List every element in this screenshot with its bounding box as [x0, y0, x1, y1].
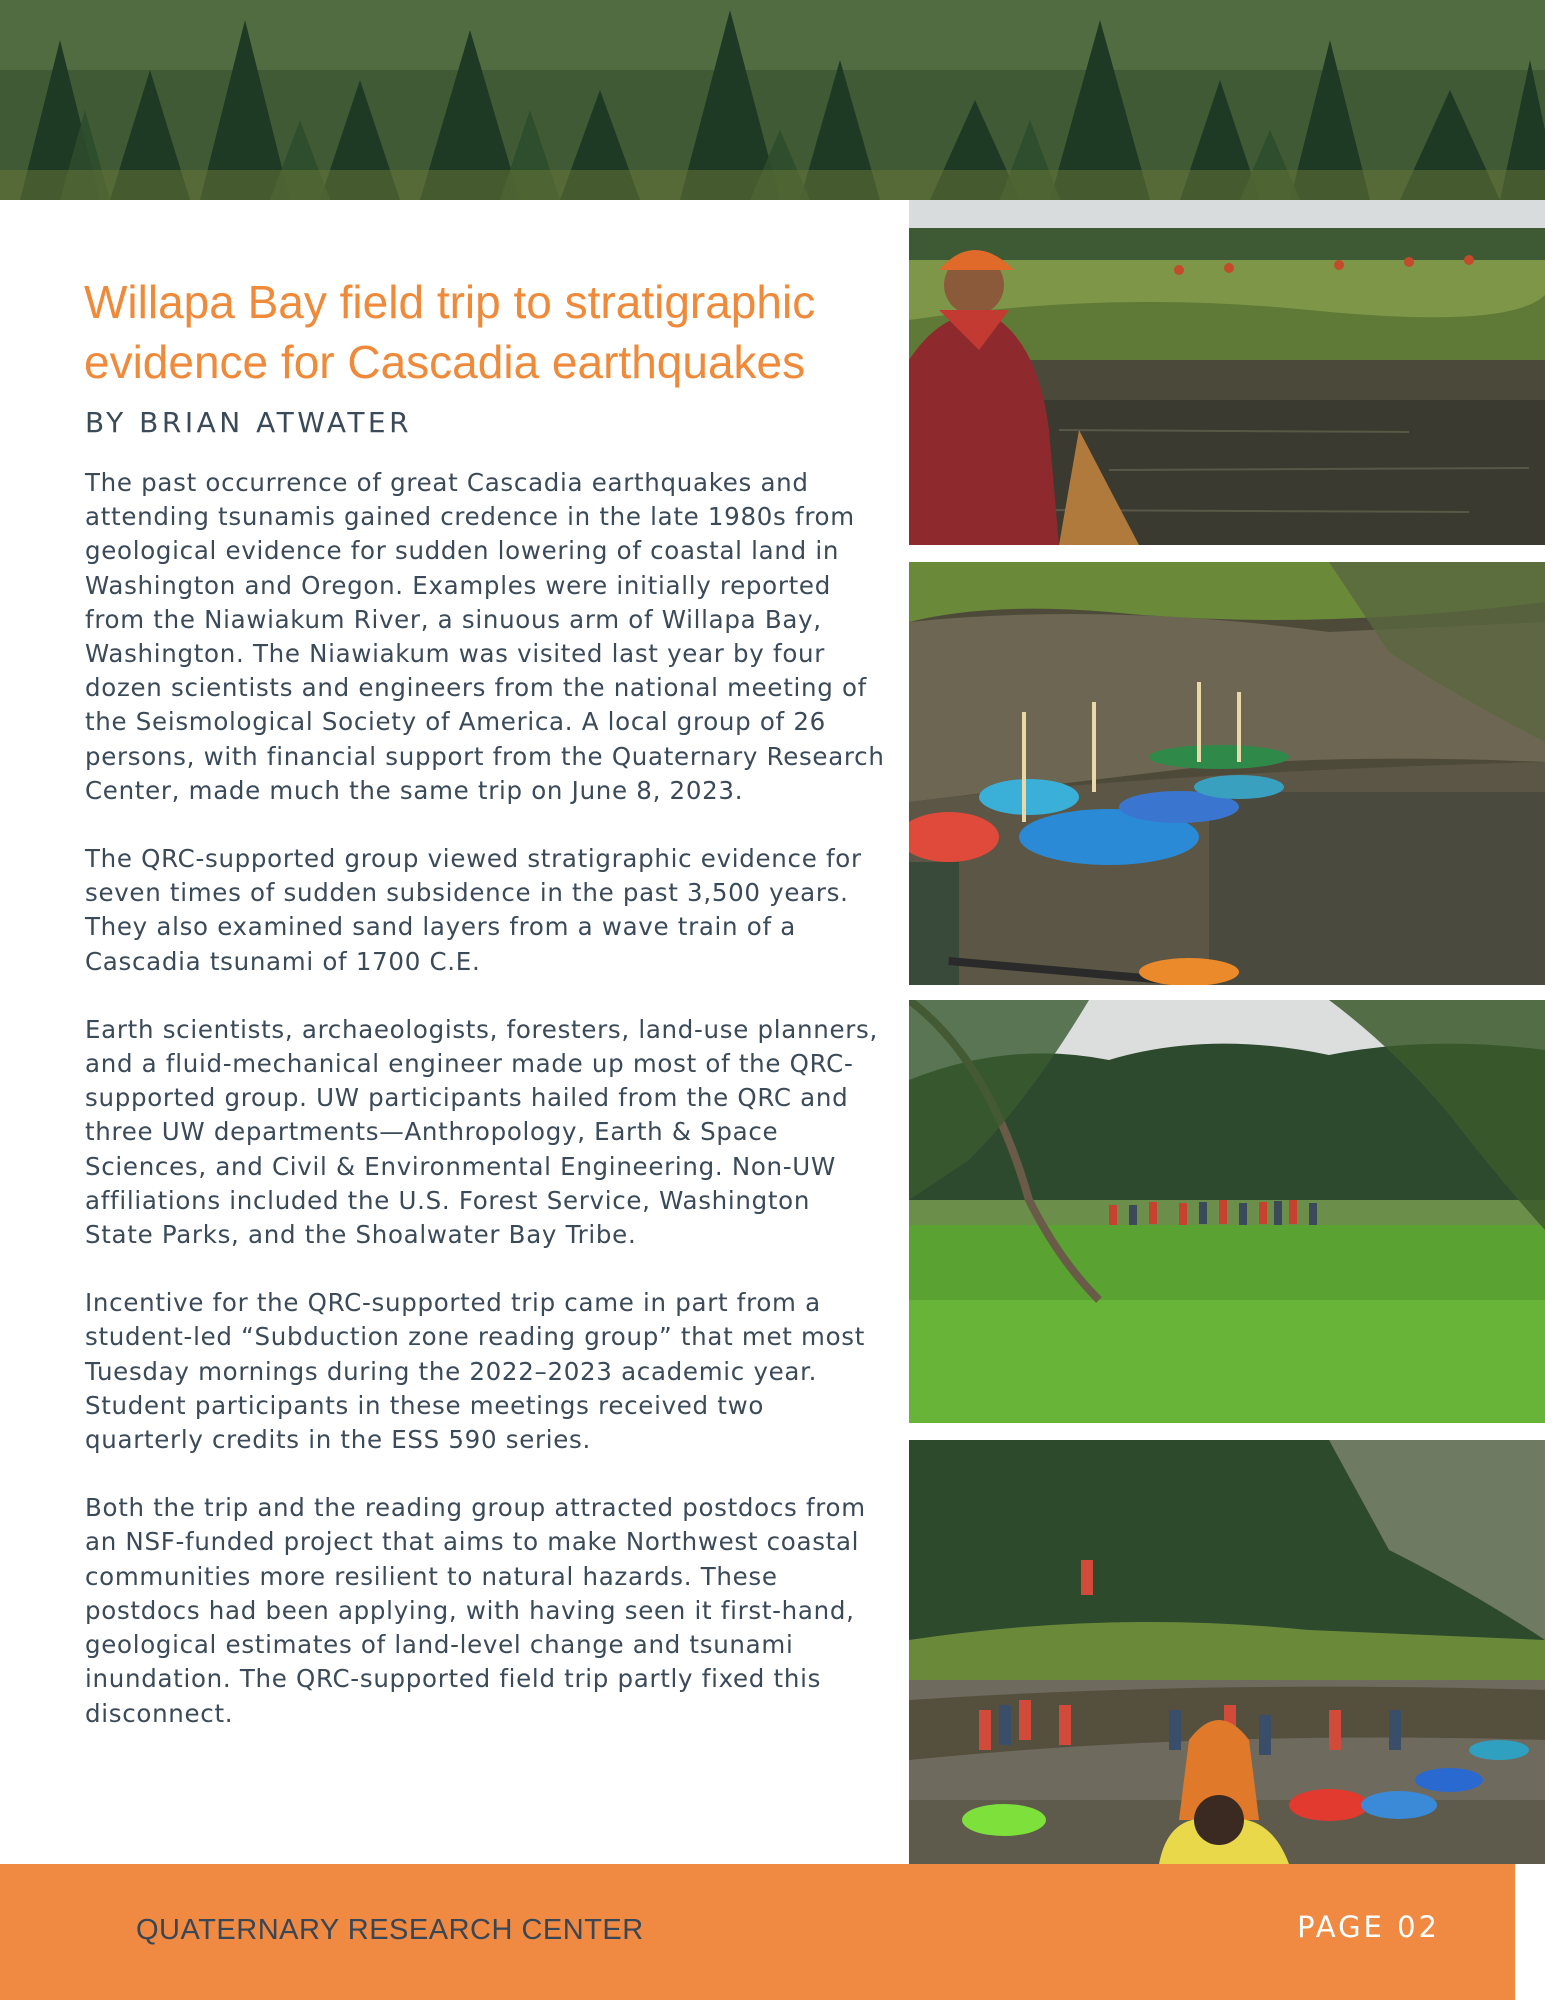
- article-byline: BY BRIAN ATWATER: [85, 406, 413, 439]
- photo-group-eroded-bank: [909, 1440, 1545, 1864]
- paragraph: The QRC-supported group viewed stratigraphic evidence for seven times of sudden subsidence in the past 3,500 years. They also examined sand layers from a wave train of a Cascadia tsunami of 1700 C.E.: [85, 844, 862, 976]
- paragraph: Incentive for the QRC-supported trip came in part from a student-led “Subduction zone reading group” that met most Tuesday mornings during the 2022–2023 academic year. Student participants in these meetings received two quarterly credits in the ESS 590 series.: [85, 1288, 866, 1455]
- paragraph: The past occurrence of great Cascadia earthquakes and attending tsunamis gained credence in the late 1980s from geological evidence for sudden lowering of coastal land in Washington and Oregon. Examples were initially reported from the Niawiakum River, a sinuous arm of Willapa Bay, Washington. The Niawiakum was visited last year by four dozen scientists and engineers from the national meeting of the Seismological Society of America. A local group of 26 persons, with financial support from the Quaternary Research Center, made much the same trip on June 8, 2023.: [85, 468, 885, 805]
- photo-kayaks-mudbank: [909, 562, 1545, 985]
- page-footer: [0, 1864, 1515, 2000]
- footer-organization: QUATERNARY RESEARCH CENTER: [136, 1914, 644, 1946]
- paragraph: Both the trip and the reading group attracted postdocs from an NSF-funded project that aims to make Northwest coastal communities more resilient to natural hazards. These postdocs had been applying, with having seen it first-hand, geological estimates of land-level change and tsunami inundation. The QRC-supported field trip partly fixed this disconnect.: [85, 1493, 866, 1728]
- header-forest-photo: [0, 0, 1545, 200]
- photo-group-marsh-meadow: [909, 1000, 1545, 1423]
- paragraph: Earth scientists, archaeologists, foresters, land-use planners, and a fluid-mechanical engineer made up most of the QRC-supported group. UW participants hailed from the QRC and three UW departments—Anthropology, Earth & Space Sciences, and Civil & Environmental Engineering. Non-UW affiliations included the U.S. Forest Service, Washington State Parks, and the Shoalwater Bay Tribe.: [85, 1014, 878, 1250]
- article-body: [85, 466, 885, 1765]
- photo-canoe-marsh: [909, 200, 1545, 545]
- article-title: Willapa Bay field trip to stratigraphic evidence for Cascadia earthquakes: [84, 276, 816, 388]
- page-number: PAGE 02: [1297, 1910, 1440, 1944]
